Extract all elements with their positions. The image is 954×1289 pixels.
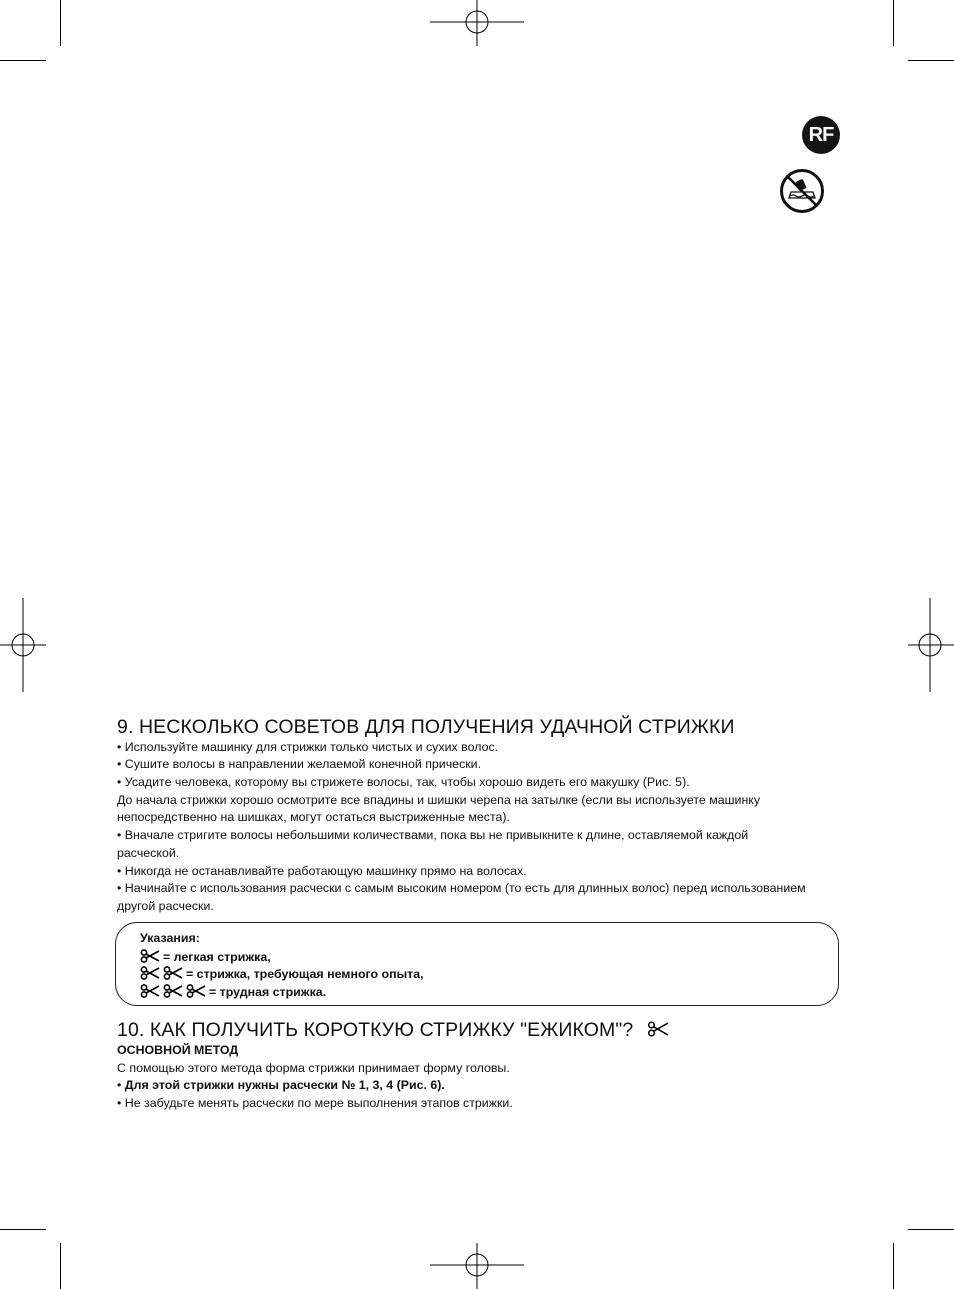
- crop-mark: [893, 0, 894, 46]
- scissors-icon: [140, 949, 160, 963]
- tip-line: • Усадите человека, которому вы стрижете волосы, так, чтобы хорошо видеть его макушку (Рис. 5).: [117, 775, 690, 789]
- scissors-icon: [647, 1020, 669, 1036]
- scissors-icon: [140, 966, 160, 980]
- crop-mark: [0, 60, 46, 61]
- method-line-bold: Для этой стрижки нужны расчески № 1, 3, 4 (Рис. 6).: [124, 1078, 445, 1092]
- scissors-icon: [163, 984, 183, 998]
- method-line: • Не забудьте менять расчески по мере выполнения этапов стрижки.: [117, 1096, 513, 1110]
- notes-title: Указания:: [140, 931, 200, 945]
- no-immersion-icon: [779, 168, 825, 214]
- method-heading: ОСНОВНОЙ МЕТОД: [117, 1043, 239, 1057]
- note-hard: [140, 984, 326, 1000]
- language-badge: RF: [802, 116, 840, 154]
- registration-mark-top: [430, 0, 526, 46]
- registration-mark-right: [906, 598, 954, 692]
- tip-line: другой расчески.: [117, 899, 214, 913]
- tip-line: • Сушите волосы в направлении желаемой конечной прически.: [117, 757, 482, 771]
- registration-mark-bottom: [430, 1243, 526, 1289]
- method-line: [117, 1078, 445, 1093]
- section-title: [117, 1019, 669, 1041]
- note-easy-text: = легкая стрижка,: [163, 950, 271, 964]
- tip-line: непосредственно на шишках, могут остаться выстриженные места).: [117, 810, 510, 824]
- tip-line: расческой.: [117, 846, 180, 860]
- tip-line: • Никогда не останавливайте работающую машинку прямо на волосах.: [117, 864, 527, 878]
- tip-line: До начала стрижки хорошо осмотрите все впадины и шишки черепа на затылке (если вы используете машинку: [117, 793, 761, 807]
- bullet: •: [117, 1078, 122, 1092]
- scissors-icon: [186, 984, 206, 998]
- crop-mark: [893, 1243, 894, 1289]
- tip-line: • Начинайте с использования расчески с самым высоким номером (то есть для длинных волос) перед использованием: [117, 881, 806, 895]
- crop-mark: [908, 60, 954, 61]
- section-title-text: 10. КАК ПОЛУЧИТЬ КОРОТКУЮ СТРИЖКУ "ЕЖИКОМ"?: [117, 1019, 634, 1041]
- crop-mark: [0, 1229, 46, 1230]
- note-medium: [140, 966, 424, 982]
- note-hard-text: = трудная стрижка.: [209, 985, 327, 999]
- tip-line: • Используйте машинку для стрижки только чистых и сухих волос.: [117, 740, 499, 754]
- tip-line: • Вначале стригите волосы небольшими количествами, пока вы не привыкните к длине, оставляемой каждой: [117, 828, 749, 842]
- note-medium-text: = стрижка, требующая немного опыта,: [186, 967, 424, 981]
- scissors-icon: [140, 984, 160, 998]
- scissors-icon: [163, 966, 183, 980]
- crop-mark: [908, 1229, 954, 1230]
- crop-mark: [60, 1243, 61, 1289]
- method-line: С помощью этого метода форма стрижки принимает форму головы.: [117, 1061, 510, 1075]
- crop-mark: [60, 0, 61, 46]
- note-easy: [140, 949, 271, 965]
- section-title: 9. НЕСКОЛЬКО СОВЕТОВ ДЛЯ ПОЛУЧЕНИЯ УДАЧНОЙ СТРИЖКИ: [117, 716, 735, 738]
- registration-mark-left: [0, 598, 48, 692]
